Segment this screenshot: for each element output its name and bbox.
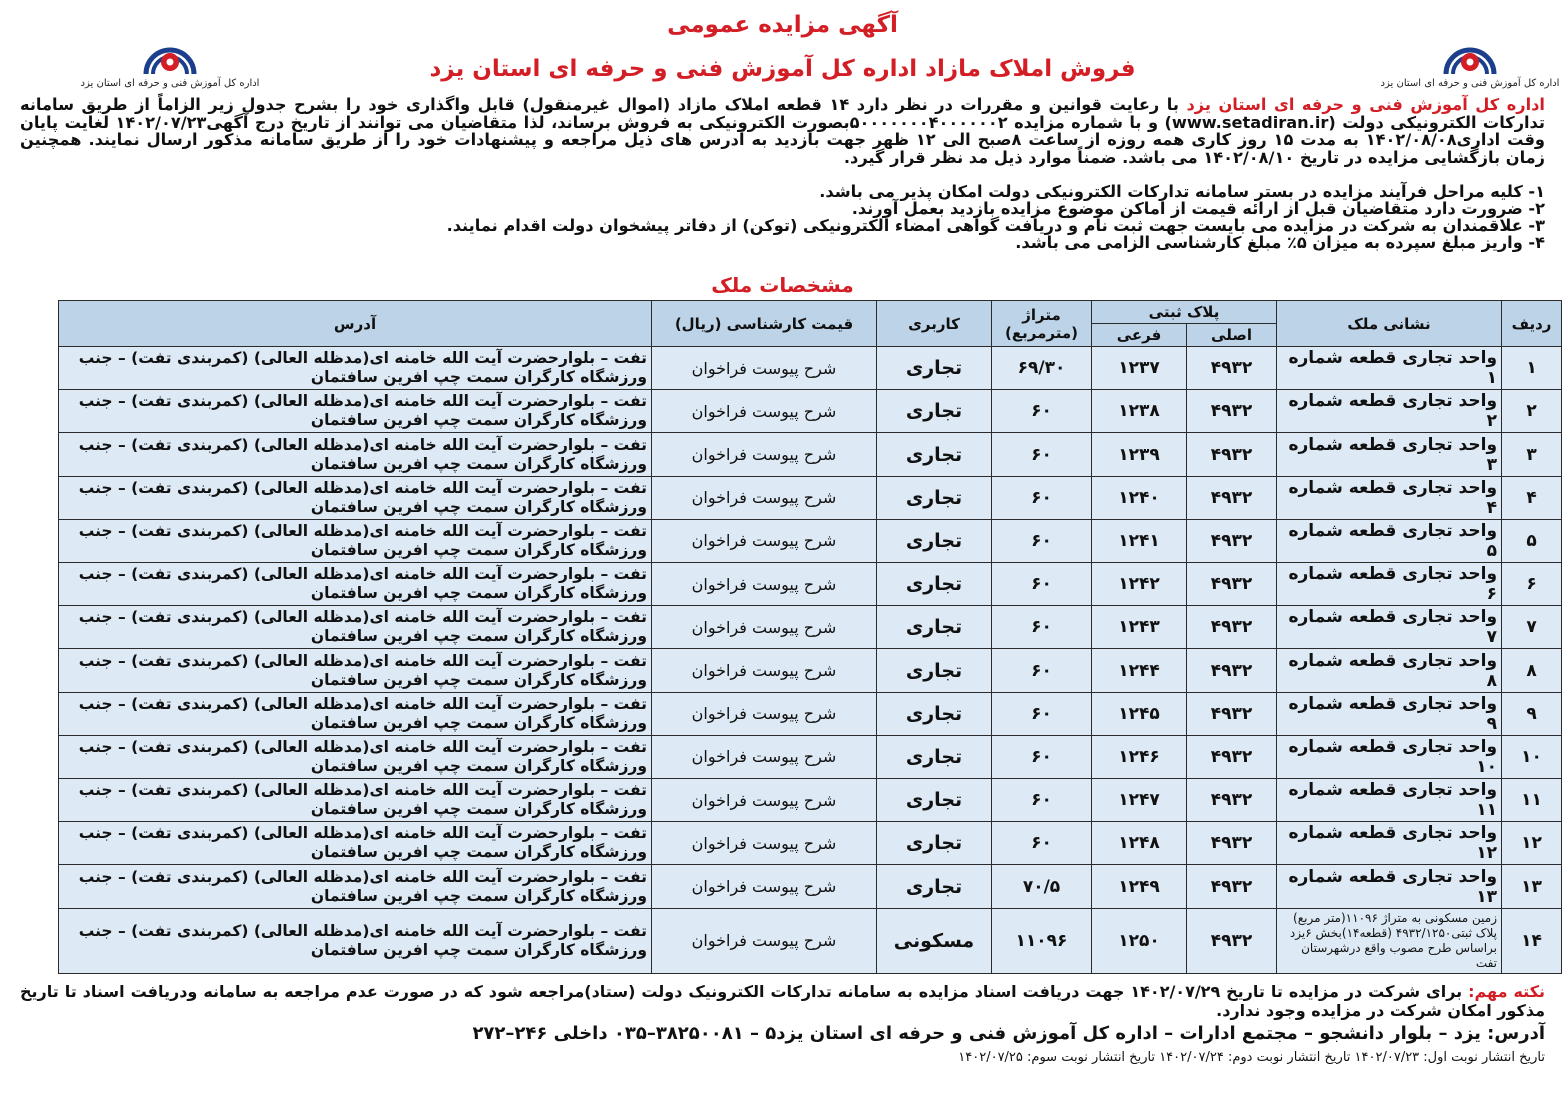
spec-title: مشخصات ملک	[711, 273, 854, 297]
table-row	[59, 347, 1562, 390]
cell-plaque-sub: ۱۲۳۷	[1092, 347, 1187, 390]
cell-plaque-main: ۴۹۳۲	[1187, 649, 1277, 692]
condition-item: ۲- ضرورت دارد متقاضیان قبل از ارائه قیمت از اماکن موضوع مزایده بازدید بعمل آورند.	[851, 199, 1545, 218]
intro-org: اداره کل آموزش فنی و حرفه ای استان یزد	[1186, 95, 1545, 114]
cell-area: ۶۰	[992, 519, 1092, 562]
cell-row-no: ۶	[1502, 563, 1562, 606]
cell-property: واحد تجاری قطعه شماره ۳	[1277, 433, 1502, 476]
cell-plaque-sub: ۱۲۴۰	[1092, 476, 1187, 519]
cell-price: شرح پیوست فراخوان	[652, 390, 877, 433]
cell-row-no: ۷	[1502, 606, 1562, 649]
publication-dates: تاریخ انتشار نوبت اول: ۱۴۰۲/۰۷/۲۳ تاریخ انتشار نوبت دوم: ۱۴۰۲/۰۷/۲۴ تاریخ انتشار نوبت سوم: ۱۴۰۲/۰۷/۲۵	[958, 1050, 1545, 1065]
footer	[20, 982, 1545, 1065]
cell-address: تفت – بلوارحضرت آیت الله خامنه ای(مدظله العالی) (کمربندی تفت) – جنب ورزشگاه کارگران سمت چپ افرین سافتمان	[59, 779, 652, 822]
cell-plaque-sub: ۱۲۴۵	[1092, 692, 1187, 735]
cell-property: واحد تجاری قطعه شماره ۱۳	[1277, 865, 1502, 908]
cell-area: ۶۰	[992, 779, 1092, 822]
header-plaque: پلاک ثبتی	[1092, 301, 1277, 324]
condition-item: ۴- واریز مبلغ سپرده به میزان ۵٪ مبلغ کارشناسی الزامی می باشد.	[1015, 233, 1545, 252]
cell-area: ۶۰	[992, 606, 1092, 649]
cell-address: تفت – بلوارحضرت آیت الله خامنه ای(مدظله العالی) (کمربندی تفت) – جنب ورزشگاه کارگران سمت چپ افرین سافتمان	[59, 433, 652, 476]
cell-usage: مسکونی	[877, 908, 992, 973]
cell-usage: تجاری	[877, 779, 992, 822]
header-row-no: ردیف	[1502, 301, 1562, 347]
header-area: متراژ (مترمربع)	[992, 301, 1092, 347]
header-usage: کاربری	[877, 301, 992, 347]
cell-address: تفت – بلوارحضرت آیت الله خامنه ای(مدظله العالی) (کمربندی تفت) – جنب ورزشگاه کارگران سمت چپ افرین سافتمان	[59, 563, 652, 606]
cell-property: واحد تجاری قطعه شماره ۱۱	[1277, 779, 1502, 822]
cell-property: واحد تجاری قطعه شماره ۱۲	[1277, 822, 1502, 865]
cell-area: ۶۰	[992, 390, 1092, 433]
cell-area: ۶۰	[992, 822, 1092, 865]
cell-plaque-main: ۴۹۳۲	[1187, 433, 1277, 476]
important-note	[20, 982, 1545, 1020]
cell-price: شرح پیوست فراخوان	[652, 649, 877, 692]
header	[0, 0, 1565, 100]
cell-plaque-main: ۴۹۳۲	[1187, 822, 1277, 865]
table-row	[59, 563, 1562, 606]
cell-plaque-main: ۴۹۳۲	[1187, 390, 1277, 433]
cell-usage: تجاری	[877, 692, 992, 735]
cell-area: ۶۰	[992, 649, 1092, 692]
header-price: قیمت کارشناسی (ریال)	[652, 301, 877, 347]
cell-address: تفت – بلوارحضرت آیت الله خامنه ای(مدظله العالی) (کمربندی تفت) – جنب ورزشگاه کارگران سمت چپ افرین سافتمان	[59, 822, 652, 865]
cell-property: واحد تجاری قطعه شماره ۲	[1277, 390, 1502, 433]
cell-plaque-main: ۴۹۳۲	[1187, 735, 1277, 778]
table-row	[59, 822, 1562, 865]
table-row	[59, 649, 1562, 692]
cell-area: ۶۹/۳۰	[992, 347, 1092, 390]
cell-price: شرح پیوست فراخوان	[652, 779, 877, 822]
cell-area: ۶۰	[992, 476, 1092, 519]
cell-usage: تجاری	[877, 390, 992, 433]
cell-plaque-sub: ۱۲۴۱	[1092, 519, 1187, 562]
cell-plaque-main: ۴۹۳۲	[1187, 692, 1277, 735]
contact-address: آدرس: یزد – بلوار دانشجو – مجتمع ادارات – اداره کل آموزش فنی و حرفه ای استان یزد۵ – ۳۸۲۵۰۰۸۱–۰۳۵ داخلی ۲۴۶–۲۷۲	[472, 1023, 1545, 1044]
header-address: آدرس	[59, 301, 652, 347]
cell-property: زمین مسکونی به متراژ ۱۱۰۹۶(متر مربع) پلاک ثبتی۴۹۳۲/۱۲۵۰ (قطعه۱۴)بخش ۶یزد براساس طرح مصوب واقع درشهرستان تفت	[1277, 908, 1502, 973]
cell-property: واحد تجاری قطعه شماره ۱۰	[1277, 735, 1502, 778]
cell-area: ۱۱۰۹۶	[992, 908, 1092, 973]
cell-price: شرح پیوست فراخوان	[652, 476, 877, 519]
cell-plaque-sub: ۱۲۴۹	[1092, 865, 1187, 908]
header-plaque-main: اصلی	[1187, 324, 1277, 347]
cell-area: ۶۰	[992, 563, 1092, 606]
cell-plaque-sub: ۱۲۴۷	[1092, 779, 1187, 822]
cell-property: واحد تجاری قطعه شماره ۶	[1277, 563, 1502, 606]
cell-address: تفت – بلوارحضرت آیت الله خامنه ای(مدظله العالی) (کمربندی تفت) – جنب ورزشگاه کارگران سمت چپ افرین سافتمان	[59, 347, 652, 390]
cell-row-no: ۹	[1502, 692, 1562, 735]
cell-address: تفت – بلوارحضرت آیت الله خامنه ای(مدظله العالی) (کمربندی تفت) – جنب ورزشگاه کارگران سمت چپ افرین سافتمان	[59, 865, 652, 908]
cell-plaque-main: ۴۹۳۲	[1187, 476, 1277, 519]
page-subtitle: فروش املاک مازاد اداره کل آموزش فنی و حرفه ای استان یزد	[429, 56, 1136, 82]
cell-plaque-sub: ۱۲۴۸	[1092, 822, 1187, 865]
cell-usage: تجاری	[877, 822, 992, 865]
cell-usage: تجاری	[877, 606, 992, 649]
table-row	[59, 519, 1562, 562]
cell-property: واحد تجاری قطعه شماره ۹	[1277, 692, 1502, 735]
important-note-text: برای شرکت در مزایده تا تاریخ ۱۴۰۲/۰۷/۲۹ جهت دریافت اسناد مزایده به سامانه تدارکات الکترونیک دولت (ستاد)مراجعه شود که در صورت عدم مراجعه به سامانه ودریافت اسناد تا تاریخ مذکور امکان شرکت در مزایده وجود ندارد.	[20, 982, 1545, 1020]
logo-caption: اداره کل آموزش فنی و حرفه ای استان یزد	[80, 78, 260, 89]
cell-usage: تجاری	[877, 476, 992, 519]
condition-item: ۳- علاقمندان به شرکت در مزایده می بایست جهت ثبت نام و دریافت گواهی امضاء الکترونیکی (توکن) از دفاتر پیشخوان دولت اقدام نمایند.	[446, 216, 1545, 235]
cell-usage: تجاری	[877, 865, 992, 908]
cell-plaque-main: ۴۹۳۲	[1187, 519, 1277, 562]
cell-usage: تجاری	[877, 433, 992, 476]
cell-area: ۶۰	[992, 735, 1092, 778]
cell-address: تفت – بلوارحضرت آیت الله خامنه ای(مدظله العالی) (کمربندی تفت) – جنب ورزشگاه کارگران سمت چپ افرین سافتمان	[59, 519, 652, 562]
cell-property: واحد تجاری قطعه شماره ۷	[1277, 606, 1502, 649]
table-row	[59, 735, 1562, 778]
cell-row-no: ۱	[1502, 347, 1562, 390]
cell-property: واحد تجاری قطعه شماره ۱	[1277, 347, 1502, 390]
cell-address: تفت – بلوارحضرت آیت الله خامنه ای(مدظله العالی) (کمربندی تفت) – جنب ورزشگاه کارگران سمت چپ افرین سافتمان	[59, 390, 652, 433]
cell-area: ۶۰	[992, 433, 1092, 476]
cell-usage: تجاری	[877, 519, 992, 562]
cell-plaque-sub: ۱۲۴۴	[1092, 649, 1187, 692]
cell-row-no: ۵	[1502, 519, 1562, 562]
cell-address: تفت – بلوارحضرت آیت الله خامنه ای(مدظله العالی) (کمربندی تفت) – جنب ورزشگاه کارگران سمت چپ افرین سافتمان	[59, 476, 652, 519]
cell-plaque-sub: ۱۲۳۸	[1092, 390, 1187, 433]
cell-price: شرح پیوست فراخوان	[652, 563, 877, 606]
cell-plaque-main: ۴۹۳۲	[1187, 606, 1277, 649]
condition-item: ۱- کلیه مراحل فرآیند مزایده در بستر سامانه تدارکات الکترونیکی دولت امکان پذیر می باشد.	[819, 182, 1545, 201]
cell-row-no: ۳	[1502, 433, 1562, 476]
header-property: نشانی ملک	[1277, 301, 1502, 347]
cell-row-no: ۱۳	[1502, 865, 1562, 908]
cell-plaque-main: ۴۹۳۲	[1187, 347, 1277, 390]
cell-row-no: ۴	[1502, 476, 1562, 519]
table-row	[59, 606, 1562, 649]
cell-price: شرح پیوست فراخوان	[652, 735, 877, 778]
cell-property: واحد تجاری قطعه شماره ۸	[1277, 649, 1502, 692]
cell-plaque-sub: ۱۲۴۳	[1092, 606, 1187, 649]
cell-property: واحد تجاری قطعه شماره ۴	[1277, 476, 1502, 519]
cell-row-no: ۱۴	[1502, 908, 1562, 973]
cell-property: واحد تجاری قطعه شماره ۵	[1277, 519, 1502, 562]
cell-area: ۷۰/۵	[992, 865, 1092, 908]
table-row	[59, 908, 1562, 973]
cell-address: تفت – بلوارحضرت آیت الله خامنه ای(مدظله العالی) (کمربندی تفت) – جنب ورزشگاه کارگران سمت چپ افرین سافتمان	[59, 606, 652, 649]
cell-plaque-sub: ۱۲۳۹	[1092, 433, 1187, 476]
cell-usage: تجاری	[877, 649, 992, 692]
table-row	[59, 779, 1562, 822]
table-row	[59, 692, 1562, 735]
table-row	[59, 433, 1562, 476]
conditions-list	[20, 183, 1545, 251]
cell-price: شرح پیوست فراخوان	[652, 908, 877, 973]
cell-usage: تجاری	[877, 735, 992, 778]
cell-row-no: ۱۱	[1502, 779, 1562, 822]
cell-row-no: ۱۲	[1502, 822, 1562, 865]
cell-price: شرح پیوست فراخوان	[652, 692, 877, 735]
cell-plaque-sub: ۱۲۴۶	[1092, 735, 1187, 778]
logo-caption: اداره کل آموزش فنی و حرفه ای استان یزد	[1380, 78, 1560, 89]
page-title: آگهی مزایده عمومی	[667, 12, 898, 38]
cell-price: شرح پیوست فراخوان	[652, 822, 877, 865]
cell-address: تفت – بلوارحضرت آیت الله خامنه ای(مدظله العالی) (کمربندی تفت) – جنب ورزشگاه کارگران سمت چپ افرین سافتمان	[59, 908, 652, 973]
cell-row-no: ۸	[1502, 649, 1562, 692]
cell-area: ۶۰	[992, 692, 1092, 735]
cell-row-no: ۱۰	[1502, 735, 1562, 778]
cell-usage: تجاری	[877, 563, 992, 606]
cell-price: شرح پیوست فراخوان	[652, 519, 877, 562]
cell-price: شرح پیوست فراخوان	[652, 865, 877, 908]
cell-address: تفت – بلوارحضرت آیت الله خامنه ای(مدظله العالی) (کمربندی تفت) – جنب ورزشگاه کارگران سمت چپ افرین سافتمان	[59, 735, 652, 778]
important-note-label: نکته مهم:	[1468, 982, 1546, 1001]
cell-plaque-main: ۴۹۳۲	[1187, 865, 1277, 908]
header-plaque-sub: فرعی	[1092, 324, 1187, 347]
table-row	[59, 476, 1562, 519]
property-table	[58, 300, 1562, 974]
intro-paragraph	[20, 96, 1545, 166]
cell-plaque-main: ۴۹۳۲	[1187, 563, 1277, 606]
table-row	[59, 865, 1562, 908]
cell-plaque-sub: ۱۲۴۲	[1092, 563, 1187, 606]
cell-price: شرح پیوست فراخوان	[652, 347, 877, 390]
cell-address: تفت – بلوارحضرت آیت الله خامنه ای(مدظله العالی) (کمربندی تفت) – جنب ورزشگاه کارگران سمت چپ افرین سافتمان	[59, 649, 652, 692]
cell-usage: تجاری	[877, 347, 992, 390]
cell-plaque-sub: ۱۲۵۰	[1092, 908, 1187, 973]
intro-text: با رعایت قوانین و مقررات در نظر دارد ۱۴ قطعه املاک مازاد (اموال غیرمنقول) قابل واگذاری خود را بشرح جدول زیر الزاماً از طریق سامانه تدارکات الکترونیکی دولت (www.setadiran.ir) و با شماره مزایده ۵۰۰۰۰۰۰۰۴۰۰۰۰۰۰۲بصورت الکترونیکی به فروش برساند، لذا متقاضیان می توانند از تاریخ درج آگهی۱۴۰۲/۰۷/۲۳ لغایت پایان وقت اداری۱۴۰۲/۰۸/۰۸ به مدت ۱۵ روز کاری همه روزه از ساعت ۸صبح الی ۱۲ ظهر جهت بازدید به آدرس های ذیل مراجعه و پیشنهادات خود را از طریق سامانه مذکور ارسال نمایند. همچنین زمان بازگشایی مزایده در تاریخ ۱۴۰۲/۰۸/۱۰ می باشد. ضمناً موارد ذیل مد نظر قرار گیرد.	[20, 95, 1545, 167]
table-row	[59, 390, 1562, 433]
cell-row-no: ۲	[1502, 390, 1562, 433]
cell-price: شرح پیوست فراخوان	[652, 606, 877, 649]
cell-price: شرح پیوست فراخوان	[652, 433, 877, 476]
cell-address: تفت – بلوارحضرت آیت الله خامنه ای(مدظله العالی) (کمربندی تفت) – جنب ورزشگاه کارگران سمت چپ افرین سافتمان	[59, 692, 652, 735]
cell-plaque-main: ۴۹۳۲	[1187, 779, 1277, 822]
cell-plaque-main: ۴۹۳۲	[1187, 908, 1277, 973]
